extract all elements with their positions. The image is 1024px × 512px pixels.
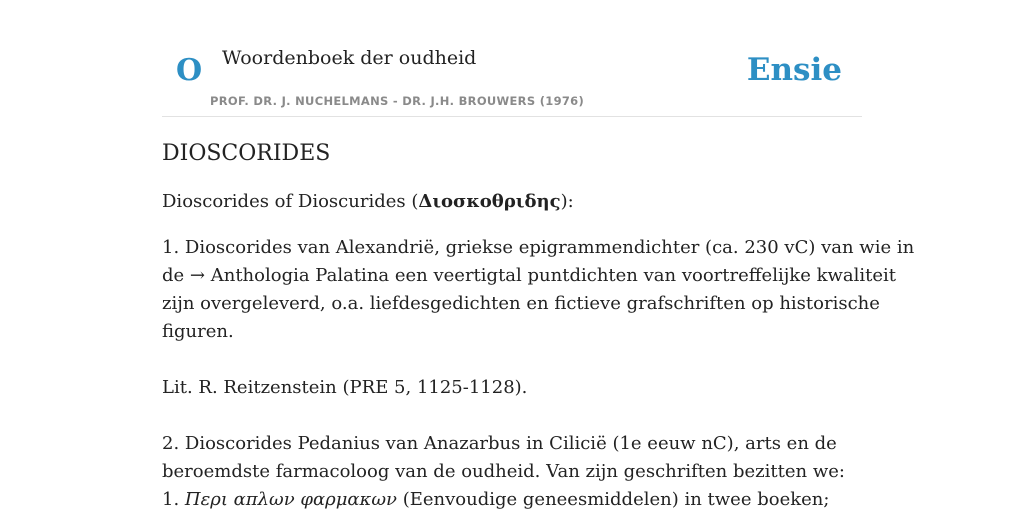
book-header	[162, 38, 862, 117]
intro-greek-term: Διοσκοθριδης	[418, 191, 561, 212]
book-letter-logo[interactable]: O	[176, 53, 203, 88]
para1-line-2-prefix: de	[162, 265, 190, 286]
intro-suffix: ):	[560, 191, 574, 212]
para1-line-3: zijn overgeleverd, o.a. liefdesgedichten en fictieve grafschriften op historische	[162, 293, 880, 314]
para2-line-3-suffix: (Eenvoudige geneesmiddelen) in twee boeken;	[396, 489, 830, 510]
entry-paragraph-1	[162, 234, 915, 346]
para1-line-2	[162, 262, 897, 290]
ensie-logo[interactable]: Ensie	[746, 52, 842, 88]
para2-line-3	[162, 486, 862, 512]
para2-line-3-prefix: 1.	[162, 489, 185, 510]
entry-title: DIOSCORIDES	[162, 141, 331, 166]
para2-line-2: beroemdste farmacoloog van de oudheid. Van zijn geschriften bezitten we:	[162, 461, 845, 482]
intro-prefix: Dioscorides of Dioscurides (	[162, 191, 419, 212]
para2-greek-title: Περι απλων φαρμακων	[184, 489, 397, 510]
book-title-link[interactable]: Woordenboek der oudheid	[222, 47, 477, 69]
anthologia-palatina-link[interactable]: Anthologia Palatina een veertigtal puntdichten van voortreffelijke kwaliteit	[205, 265, 897, 286]
cross-reference-arrow-icon: →	[189, 265, 205, 286]
entry-intro	[162, 188, 862, 216]
book-authors: PROF. DR. J. NUCHELMANS - DR. J.H. BROUWERS (1976)	[210, 94, 585, 108]
para1-line-1: 1. Dioscorides van Alexandrië, griekse epigrammendichter (ca. 230 vC) van wie in	[162, 237, 915, 258]
entry-article	[162, 138, 915, 512]
literature-reference: Lit. R. Reitzenstein (PRE 5, 1125-1128).	[162, 377, 528, 398]
entry-paragraph-2	[162, 430, 862, 512]
para1-line-4: figuren.	[162, 321, 234, 342]
para2-line-1: 2. Dioscorides Pedanius van Anazarbus in Cilicië (1e eeuw nC), arts en de	[162, 433, 837, 454]
